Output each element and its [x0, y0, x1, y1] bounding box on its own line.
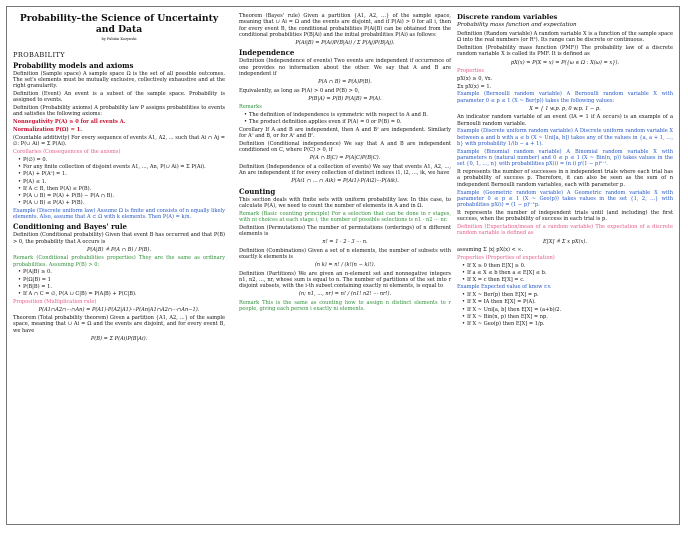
corollaries-list: [13, 157, 225, 207]
author-line: by Fabián Kozynski: [101, 37, 137, 41]
formula-pmf: pX(x) = P(X = x) = P({ω ∈ Ω : X(ω) = x}).: [510, 59, 620, 66]
properties-heading: Properties: [457, 67, 484, 74]
theorem-bayes: Theorem (Bayes' rule) Given a partition {A1, A2, ...} of the sample space, meaning that ∪ Ai = Ω and the events are disjoint, and if P(Ai) > 0 for all i, then for every event B, the conditional probabilities P(Ai|B) can be obtained from the conditional probabilities P(B|Ai) and the initial probabilities P(Ai) as follows:: [239, 13, 451, 38]
remark-conditional-properties: Remark (Conditional probabilities properties) They are the same as ordinary probabilities. Assuming P(B) > 0:: [13, 255, 225, 268]
definition-permutations: Definition (Permutations) The number of permutations (orderings) of n different elements is: [239, 224, 451, 238]
definition-collection-independence: Definition (Independence of a collection of events) We say that events A1, A2, ..., An are independent if for every collection of distinct indices i1, i2, ..., ik, we have: [239, 163, 451, 176]
expected-values-list: [457, 292, 673, 327]
theorem-total-probability: Theorem (Total probability theorem) Given a partition {A1, A2, ...} of the sample space, meaning that ∪ Ai = Ω and the events are disjoint, and for every event B, we have: [13, 315, 225, 334]
list-item: • P(A ∪ B) = P(A) + P(B) − P(A ∩ B).: [23, 193, 225, 199]
subsection-counting: Counting: [239, 186, 276, 196]
column-2: [239, 13, 451, 314]
subsection-discrete-rv: Discrete random variables: [457, 13, 558, 21]
subsection-conditioning: Conditioning and Bayes' rule: [13, 222, 127, 232]
definition-independence: Definition (Independence of events) Two events are independent if occurrence of one provides no information about the other. We say that A and B are independent if: [239, 58, 451, 78]
definition-conditional-probability: Definition (Conditional probability) Given that event B has occurred and that P(B) > 0, the probability that A occurs is: [13, 232, 225, 245]
cheat-sheet-page: [6, 6, 680, 525]
counting-intro: This section deals with finite sets with uniform probability law. In this case, to calculate P(A), we need to count the number of elements in A and in Ω.: [239, 196, 451, 209]
geometric-explanation: It represents the number of independent trials until (and including) the first success, when the probability of success in each trial is p.: [457, 209, 673, 223]
list-item: • P(∅) = 0.: [23, 157, 225, 163]
formula-multinomial: (n; n1, ..., nr) = n! / (n1! n2! ··· nr!).: [298, 291, 392, 298]
expectation-properties-list: [457, 263, 673, 284]
binomial-explanation: It represents the number of successes in n independent trials where each trial has a probability of success p. Therefore, it can also be seen as the sum of n independent Bernoulli random variables, each with parameter p.: [457, 169, 673, 188]
list-item: • P(Ω|B) = 1: [23, 277, 225, 283]
property-sum-one: Σx pX(x) = 1.: [457, 83, 492, 90]
example-expected-values: Example Expected value of know r.v.: [457, 284, 552, 291]
proposition-multiplication: Proposition (Multiplication rule): [13, 298, 97, 305]
column-3: [457, 13, 673, 329]
formula-total-probability: P(B) = Σ P(Ai)P(B|Ai).: [90, 335, 148, 342]
list-item: • If A ∩ C = ∅, P(A ∪ C|B) = P(A|B) + P(C|B).: [23, 291, 225, 297]
definition-expectation: Definition (Expectation/mean of a random variable) The expectation of a discrete random variable is defined as: [457, 224, 673, 237]
list-item: • P(B|B) = 1.: [23, 284, 225, 290]
formula-collection-independence: P(Ai1 ∩ ... ∩ Aik) = P(Ai1)·P(Ai2)···P(Aik).: [291, 178, 399, 185]
remark-counting-principle: Remark (Basic counting principle) For a selection that can be done in r stages, with ni choices at each stage i, the number of possible selections is n1 · n2 ··· nr.: [239, 210, 451, 223]
list-item: • The definition of independence is symmetric with respect to A and B.: [249, 112, 451, 118]
formula-independence: P(A ∩ B) = P(A)P(B).: [318, 79, 372, 86]
page-title: Probability–the Science of Uncertainty and Data: [19, 13, 219, 35]
subsection-models-axioms: Probability models and axioms: [13, 60, 134, 70]
axiom-nonnegativity: Nonnegativity P(A) ≥ 0 for all events A.: [13, 119, 126, 126]
subsection-independence: Independence: [239, 48, 295, 58]
list-item: • P(A) ≤ 1.: [23, 179, 225, 185]
example-binomial: Example (Binomial random variable) A Binomial random variable X with parameters n (natural number) and 0 ≤ p ≤ 1 (X ~ Bin(n, p)) takes values in the set {0, 1, ..., n} with probabilities pX(i) = (n i) pⁱ(1 − p)ⁿ⁻ⁱ.: [457, 148, 673, 168]
formula-conditional-independence: P(A ∩ B|C) = P(A|C)P(B|C).: [309, 155, 381, 162]
example-geometric: Example (Geometric random variable) A Geometric random variable X with parameter 0 ≤ p ≤ 1 (X ~ Geo(p)) takes values in the set {1, 2, ...} with probabilities pX(i) = (1 − p)ⁱ⁻¹p.: [457, 189, 673, 209]
list-item: • If X ~ Geo(p) then E[X] = 1/p.: [467, 321, 673, 327]
equivalently-text: Equivalently, as long as P(A) > 0 and P(B) > 0,: [239, 87, 360, 94]
list-item: • If a ≤ X ≤ b then a ≤ E[X] ≤ b.: [467, 270, 673, 276]
column-1: [13, 13, 225, 344]
list-item: • If A ⊂ B, then P(A) ≤ P(B).: [23, 186, 225, 192]
remarks-heading: Remarks: [239, 104, 262, 111]
subtitle-pmf-expectation: Probability mass function and expectation: [457, 22, 577, 28]
section-heading-probability: PROBABILITY: [13, 51, 65, 60]
formula-bayes: P(Ai|B) = P(Ai)P(B|Ai) / Σ P(Aj)P(B|Aj).: [295, 40, 395, 47]
list-item: • For any finite collection of disjoint events A1, ..., An, P(∪ Ai) = Σ P(Ai).: [23, 164, 225, 170]
remarks-list: [239, 112, 451, 126]
list-item: • If X ~ Uni[a, b] then E[X] = (a+b)/2.: [467, 307, 673, 313]
definition-partitions: Definition (Partitions) We are given an n-element set and nonnegative integers n1, n2, ..., nr, whose sum is equal to n. The number of partitions of the set into r disjoint subsets, with the i-th subset containing exactly ni elements, is equal to: [239, 270, 451, 290]
definition-pmf: Definition (Probability mass function (PMF)) The probability law of a discrete random variable X is called its PMF. It is defined as: [457, 45, 673, 58]
expectation-assumption: assuming Σ |x| pX(x) < ∞.: [457, 246, 524, 253]
corollary-independence: Corollary If A and B are independent, then A and Bᶜ are independent. Similarly for Aᶜ and B, or for Aᶜ and Bᶜ.: [239, 126, 451, 139]
formula-factorial: n! = 1 · 2 · 3 ··· n.: [322, 239, 368, 246]
list-item: • The product definition applies even if P(A) = 0 or P(B) = 0.: [249, 119, 451, 125]
formula-multiplication: P(A1∩A2∩···∩An) = P(A1)·P(A2|A1)···P(An|A1∩A2∩···∩An−1).: [38, 306, 200, 313]
definition-sample-space: Definition (Sample space) A sample space Ω is the set of all possible outcomes. The set's elements must be mutually exclusive, collectively exhaustive and at the right granularity.: [13, 70, 225, 90]
axiom-normalization: Normalization P(Ω) = 1.: [13, 126, 82, 133]
list-item: • If X ≥ 0 then E[X] ≥ 0.: [467, 263, 673, 269]
list-item: • If X ~ Ber(p) then E[X] = p.: [467, 292, 673, 298]
list-item: • P(A) + P(Aᶜ) = 1.: [23, 171, 225, 177]
example-bernoulli: Example (Bernoulli random variable) A Bernoulli random variable X with parameter 0 ≤ p ≤ 1 (X ~ Ber(p)) takes the following values:: [457, 91, 673, 104]
property-nonnegative: pX(x) ≥ 0, ∀x.: [457, 75, 493, 82]
example-uniform-law: Example (Discrete uniform law) Assume Ω is finite and consists of n equally likely elements. Also, assume that A ⊂ Ω with k elements. Then P(A) = k/n.: [13, 207, 225, 221]
list-item: • P(A|B) ≥ 0.: [23, 269, 225, 275]
axiom-additivity: (Countable additivity) For every sequence of events A1, A2, ... such that Ai ∩ Aj = ∅: P(∪ Ai) = Σ P(Ai).: [13, 134, 225, 148]
formula-binomial-coefficient: (n k) = n! / (k!(n − k)!).: [314, 262, 376, 269]
formula-expectation: E[X] ≜ Σ x pX(x).: [543, 238, 587, 245]
indicator-text: An indicator random variable of an event (IA = 1 if A occurs) is an example of a Bernoulli random variable.: [457, 114, 673, 127]
list-item: • P(A ∪ B) ≤ P(A) + P(B).: [23, 200, 225, 206]
formula-independence-equiv: P(B|A) = P(B) P(A|B) = P(A).: [308, 95, 382, 102]
list-item: • If X = IA then E[X] = P(A).: [467, 299, 673, 305]
example-discrete-uniform: Example (Discrete uniform random variable) A Discrete uniform random variable X between a and b with a ≤ b (X ~ Uni[a, b]) takes any of the values in {a, a + 1, ..., b} with probability 1/(b − a + 1).: [457, 128, 673, 147]
list-item: • If X = c then E[X] = c.: [467, 277, 673, 283]
definition-event: Definition (Event) An event is a subset of the sample space. Probability is assigned to events.: [13, 90, 225, 104]
corollaries-heading: Corollaries (Consequences of the axioms): [13, 148, 121, 155]
definition-conditional-independence: Definition (Conditional independence) We say that A and B are independent conditioned on C, where P(C) > 0, if: [239, 140, 451, 154]
definition-axioms: Definition (Probability axioms) A probability law P assigns probabilities to events and satisfies the following axioms:: [13, 105, 225, 118]
formula-bernoulli: X = { 1 w.p. p, 0 w.p. 1 − p.: [529, 105, 601, 112]
expectation-properties-heading: Properties (Properties of expectation): [457, 254, 555, 261]
definition-combinations: Definition (Combinations) Given a set of n elements, the number of subsets with exactly k elements is: [239, 247, 451, 260]
list-item: • If X ~ Bin(n, p) then E[X] = np.: [467, 314, 673, 320]
conditional-properties-list: [13, 269, 225, 297]
definition-random-variable: Definition (Random variable) A random variable X is a function of the sample space Ω into the real numbers (or Rⁿ). Its range can be discrete or continuous.: [457, 31, 673, 44]
formula-conditional: P(A|B) ≜ P(A ∩ B) / P(B).: [86, 246, 152, 253]
remark-partitions: Remark This is the same as counting how to assign n distinct elements to r people, giving each person i exactly ni elements.: [239, 299, 451, 312]
